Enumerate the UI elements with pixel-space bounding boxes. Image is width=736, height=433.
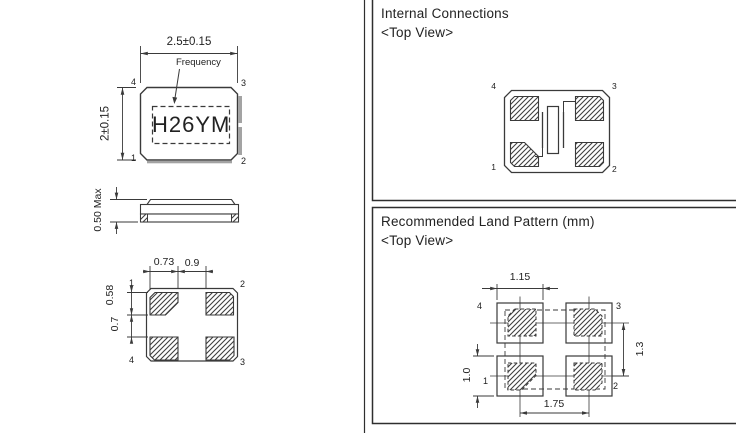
dim-pad-width: 0.73 bbox=[153, 256, 175, 268]
pin-label-1: 1 bbox=[491, 162, 496, 172]
internal-connections-drawing bbox=[505, 91, 610, 173]
pin-label-4: 4 bbox=[130, 77, 136, 87]
dim-pad-height: 0.58 bbox=[104, 284, 116, 306]
land-pattern-subtitle: <Top View> bbox=[381, 233, 454, 248]
pad-1 bbox=[508, 363, 536, 390]
castellation-band bbox=[147, 161, 232, 164]
pad-4 bbox=[508, 309, 536, 336]
dimension-height bbox=[117, 88, 136, 161]
castellation-band bbox=[238, 96, 242, 123]
pad-2 bbox=[206, 293, 234, 316]
dimension-pad-vertical bbox=[127, 286, 148, 344]
dimension-pad-horizontal bbox=[143, 266, 213, 289]
pad-3 bbox=[576, 97, 604, 121]
land-pattern-title: Recommended Land Pattern (mm) bbox=[381, 214, 595, 229]
dim-pad-vgap: 0.7 bbox=[109, 316, 121, 332]
pad-3 bbox=[206, 337, 234, 360]
dim-package-thickness: 0.50 Max bbox=[92, 188, 104, 232]
dimension-1-75 bbox=[520, 411, 589, 415]
package-body bbox=[141, 205, 239, 215]
dim-land-width: 1.15 bbox=[509, 271, 531, 283]
pin-label-2: 2 bbox=[613, 381, 619, 391]
dim-package-height: 2±0.15 bbox=[99, 105, 112, 142]
dimension-1-3 bbox=[612, 323, 629, 376]
package-side-view bbox=[110, 187, 239, 234]
pin-label-4: 4 bbox=[476, 301, 482, 311]
pin-label-3: 3 bbox=[616, 301, 622, 311]
dim-land-vpitch: 1.3 bbox=[634, 341, 646, 357]
pad-2 bbox=[574, 363, 602, 390]
pin-label-2: 2 bbox=[241, 156, 247, 166]
pad-3 bbox=[574, 309, 602, 336]
pin-label-1: 1 bbox=[482, 376, 488, 386]
package-base bbox=[141, 214, 239, 222]
terminal-hatch bbox=[141, 214, 148, 222]
dim-pad-gap: 0.9 bbox=[184, 257, 200, 269]
frequency-label: Frequency bbox=[176, 57, 221, 68]
pin-label-1: 1 bbox=[130, 153, 136, 163]
castellation-band bbox=[238, 127, 242, 155]
pad-4 bbox=[150, 337, 178, 360]
pin-label-4: 4 bbox=[491, 81, 496, 91]
pin-label-2: 2 bbox=[240, 279, 246, 289]
component-pads-dashed bbox=[508, 309, 602, 390]
pad-2 bbox=[576, 143, 604, 167]
internal-connections-title: Internal Connections bbox=[381, 6, 509, 21]
dim-land-hpitch: 1.75 bbox=[543, 398, 565, 410]
pin-label-2: 2 bbox=[612, 164, 617, 174]
dim-land-height: 1.0 bbox=[461, 367, 473, 383]
pin-label-4: 4 bbox=[128, 355, 134, 365]
internal-connections-subtitle: <Top View> bbox=[381, 25, 454, 40]
package-bottom-view bbox=[127, 266, 238, 361]
pin-label-3: 3 bbox=[240, 357, 246, 367]
dim-package-width: 2.5±0.15 bbox=[166, 36, 212, 48]
package-lid bbox=[147, 200, 235, 205]
crystal-element bbox=[548, 107, 559, 154]
terminal-hatch bbox=[232, 214, 239, 222]
pin-label-3: 3 bbox=[241, 78, 247, 88]
part-marking: H26YM bbox=[152, 112, 231, 137]
pin-label-3: 3 bbox=[612, 81, 617, 91]
pad-4 bbox=[511, 97, 539, 121]
pin-label-1: 1 bbox=[128, 278, 134, 288]
